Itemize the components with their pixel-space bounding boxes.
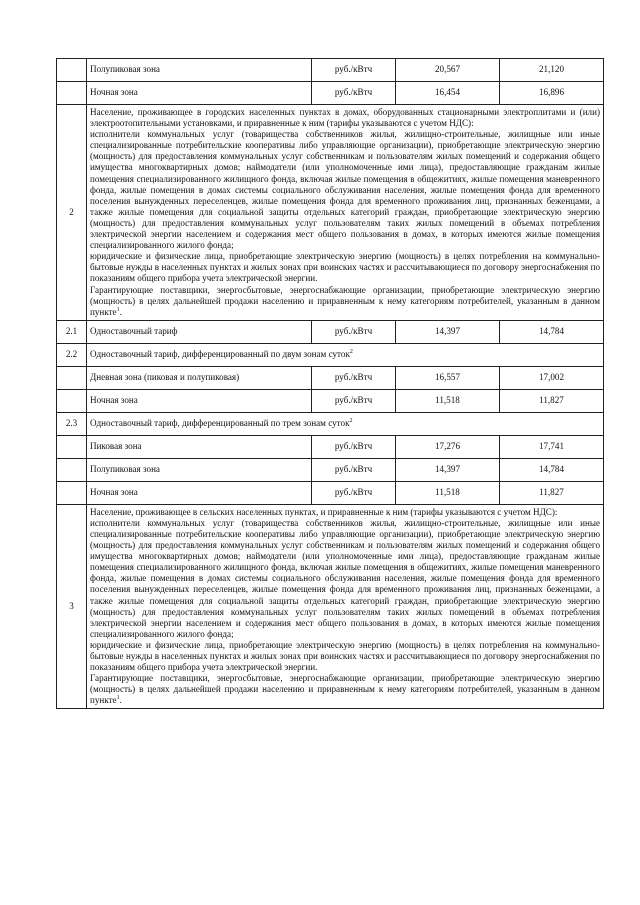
value-period-1: 17,276 [396,435,500,458]
row-label: Ночная зона [87,82,312,105]
description-text: Гарантирующие поставщики, энергосбытовые, энергоснабжающие организации, приобретающие электрическую энергию (мощность) в целях дальнейшей продажи населению и приравненным к нему категориям потребителей, указанным в данном пункте [90,284,600,317]
description-paragraph: юридические и физические лица, приобретающие электрическую энергию (мощность) в целях потребления на коммунально-бытовые нужды в населенных пунктах и жилых зонах при воинских частях и рассчитывающиеся по договору энергоснабжения по показаниям общего прибора учета электрической энергии. [90,639,600,673]
row-number-cell [57,481,87,504]
footnote-mark: 2 [349,418,353,425]
table-row [57,320,604,343]
row-number-cell [57,59,87,82]
value-period-2: 11,827 [500,389,604,412]
table-row [57,458,604,481]
value-period-1: 16,557 [396,366,500,389]
value-period-2: 11,827 [500,481,604,504]
table-row [57,481,604,504]
section-2-row [57,105,604,321]
value-period-2: 17,741 [500,435,604,458]
description-paragraph: исполнители коммунальных услуг (товарищества собственников жилья, жилищно-строительные, жилищные или иные специализированные потребительские кооперативы либо управляющие организации), приобретающие электрическую энергию (мощность) для предоставления коммунальных услуг собственникам и пользователям жилых помещений и содержания общего имущества многоквартирных домов; наймодатели (или уполномоченные ими лица), предоставляющие гражданам жилые помещения специализированного жилищного фонда, включая жилые помещения в общежитиях, жилые помещения маневренного фонда, жилые помещения в домах системы социального обслуживания населения, жилые помещения фонда для временного поселения вынужденных переселенцев, жилые помещения фонда для временного проживания лиц, признанных беженцами, а также жилые помещения для социальной защиты отдельных категорий граждан, приобретающие электрическую энергию (мощность) для предоставления коммунальных услуг пользователям таких жилых помещений в объемах потребления электрической энергии населением и содержания мест общего пользования в домах, в которых имеются жилые помещения специализированного жилого фонда; [90,129,600,251]
value-period-1: 16,454 [396,82,500,105]
description-paragraph: Население, проживающее в городских населенных пунктах в домах, оборудованных стационарными электроплитами и (или) электроотопительными установками, и приравненные к ним (тарифы указываются с учетом НДС): [90,107,600,129]
unit-cell: руб./кВтч [312,458,396,481]
unit-cell: руб./кВтч [312,320,396,343]
row-number: 2.1 [57,320,87,343]
description-paragraph: Гарантирующие поставщики, энергосбытовые, энергоснабжающие организации, приобретающие электрическую энергию (мощность) в целях дальнейшей продажи населению и приравненным к нему категориям потребителей, указанным в данном пункте$^1$. [90,284,600,317]
row-label: Одноставочный тариф [87,320,312,343]
unit-cell: руб./кВтч [312,435,396,458]
subsection-title-text: Одноставочный тариф, дифференцированный по трем зонам суток [90,418,350,429]
row-number: 2.2 [57,343,87,366]
table-row [57,82,604,105]
description-paragraph: Гарантирующие поставщики, энергосбытовые, энергоснабжающие организации, приобретающие электрическую энергию (мощность) в целях дальнейшей продажи населению и приравненным к нему категориям потребителей, указанным в данном пункте$^1$. [90,673,600,706]
footnote-mark: 1 [116,695,120,702]
description-text: Гарантирующие поставщики, энергосбытовые, энергоснабжающие организации, приобретающие электрическую энергию (мощность) в целях дальнейшей продажи населению и приравненным к нему категориям потребителей, указанным в данном пункте [90,673,600,706]
value-period-1: 14,397 [396,458,500,481]
section-number: 3 [57,504,87,709]
value-period-1: 14,397 [396,320,500,343]
description-paragraph: юридические и физические лица, приобретающие электрическую энергию (мощность) в целях потребления на коммунально-бытовые нужды в населенных пунктах и жилых зонах при воинских частях и рассчитывающиеся по договору энергоснабжения по показаниям общего прибора учета электрической энергии. [90,251,600,284]
row-label: Пиковая зона [87,435,312,458]
row-number-cell [57,458,87,481]
row-number-cell [57,389,87,412]
row-number-cell [57,82,87,105]
unit-cell: руб./кВтч [312,366,396,389]
table-row [57,435,604,458]
row-label: Дневная зона (пиковая и полупиковая) [87,366,312,389]
value-period-1: 20,567 [396,59,500,82]
table-row [57,366,604,389]
section-3-description [87,504,604,709]
row-label: Ночная зона [87,389,312,412]
footnote-mark: 2 [349,349,353,356]
tariff-table [56,58,604,709]
value-period-1: 11,518 [396,389,500,412]
unit-cell: руб./кВтч [312,389,396,412]
row-number-cell [57,366,87,389]
row-label: Полупиковая зона [87,458,312,481]
unit-cell: руб./кВтч [312,481,396,504]
row-number-cell [57,435,87,458]
subsection-title [87,412,604,435]
value-period-2: 14,784 [500,458,604,481]
description-paragraph: исполнители коммунальных услуг (товарищества собственников жилья, жилищно-строительные, жилищные или иные специализированные потребительские кооперативы либо управляющие организации), приобретающие электрическую энергию (мощность) для предоставления коммунальных услуг собственникам и пользователям жилых помещений и содержания общего имущества многоквартирных домов; наймодатели (или уполномоченные ими лица), предоставляющие гражданам жилые помещения специализированного жилищного фонда, включая жилые помещения в общежитиях, жилые помещения маневренного фонда, жилые помещения в домах системы социального обслуживания населения, жилые помещения фонда для временного поселения вынужденных переселенцев, жилые помещения фонда для временного проживания лиц, признанных беженцами, а также жилые помещения для социальной защиты отдельных категорий граждан, приобретающие электрическую энергию (мощность) для предоставления коммунальных услуг пользователям таких жилых помещений в объемах потребления электрической энергии населением и содержания мест общего пользования в домах, в которых имеются жилые помещения специализированного жилого фонда; [90,517,600,639]
description-paragraph: Население, проживающее в сельских населенных пунктах, и приравненные к ним (тарифы указываются с учетом НДС): [90,506,558,517]
table-row [57,59,604,82]
value-period-2: 17,002 [500,366,604,389]
section-number: 2 [57,105,87,321]
row-label: Ночная зона [87,481,312,504]
unit-cell: руб./кВтч [312,59,396,82]
unit-cell: руб./кВтч [312,82,396,105]
value-period-2: 14,784 [500,320,604,343]
value-period-2: 16,896 [500,82,604,105]
table-row [57,343,604,366]
section-2-description [87,105,604,321]
subsection-title-text: Одноставочный тариф, дифференцированный по двум зонам суток [90,349,350,360]
subsection-title [87,343,604,366]
section-3-row [57,504,604,709]
value-period-2: 21,120 [500,59,604,82]
table-row [57,389,604,412]
row-label: Полупиковая зона [87,59,312,82]
value-period-1: 11,518 [396,481,500,504]
footnote-mark: 1 [116,306,120,313]
row-number: 2.3 [57,412,87,435]
table-row [57,412,604,435]
